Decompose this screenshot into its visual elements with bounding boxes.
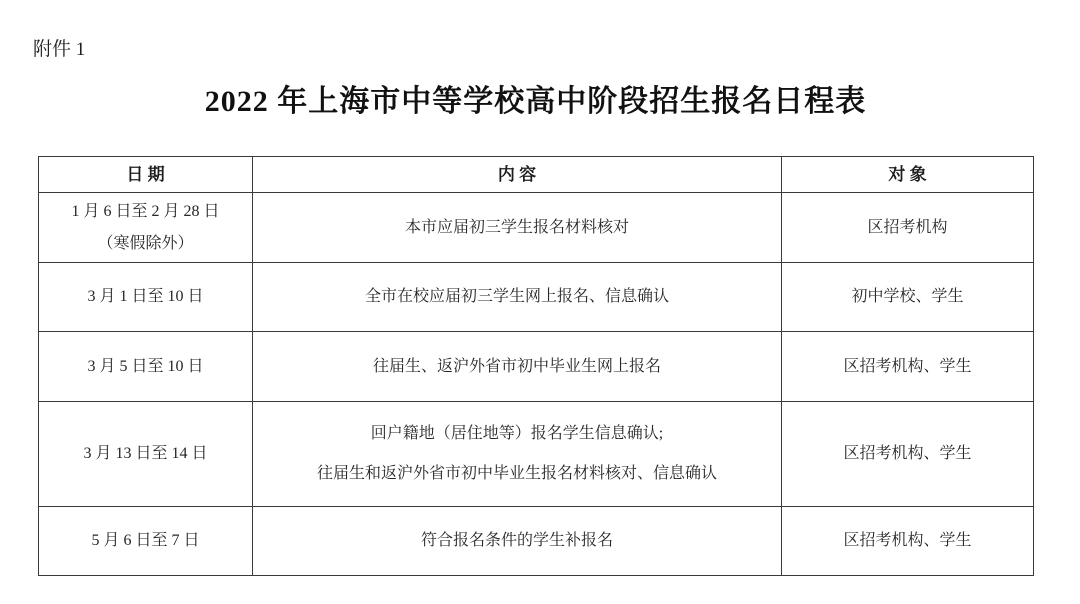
table-row: [39, 263, 1034, 332]
content-line: 全市在校应届初三学生网上报名、信息确认: [364, 288, 669, 305]
cell-date: [39, 507, 253, 576]
date-line: 1 月 6 日至 2 月 28 日: [71, 202, 220, 220]
column-header-target: 对 象: [782, 157, 1034, 193]
column-header-content: 内 容: [253, 157, 782, 193]
content-line: 往届生和返沪外省市初中毕业生报名材料核对、信息确认: [316, 465, 717, 482]
table-row: [39, 332, 1034, 402]
table-row: [39, 507, 1034, 576]
cell-date: [39, 193, 253, 263]
cell-date: [39, 402, 253, 507]
cell-target: 区招考机构、学生: [782, 402, 1034, 507]
attachment-label: 附件 1: [33, 39, 86, 60]
cell-target: 初中学校、学生: [782, 263, 1034, 332]
table-header-row: [39, 157, 1034, 193]
content-line: 往届生、返沪外省市初中毕业生网上报名: [372, 357, 661, 375]
date-line: 5 月 6 日至 7 日: [91, 532, 200, 549]
page-title: 2022 年上海市中等学校高中阶段招生报名日程表: [204, 85, 867, 118]
schedule-table: [38, 156, 1034, 576]
cell-content: [253, 402, 782, 507]
date-line: （寒假除外）: [97, 234, 194, 252]
cell-content: [253, 193, 782, 263]
cell-content: [253, 332, 782, 402]
table-row: [39, 402, 1034, 507]
table-row: [39, 193, 1034, 263]
date-line: 3 月 1 日至 10 日: [87, 288, 204, 305]
content-line: 回户籍地（居住地等）报名学生信息确认;: [370, 425, 664, 442]
cell-content: [253, 507, 782, 576]
cell-date: [39, 332, 253, 402]
cell-content: [253, 263, 782, 332]
content-line: 本市应届初三学生报名材料核对: [404, 218, 629, 236]
cell-target: 区招考机构、学生: [782, 507, 1034, 576]
content-line: 符合报名条件的学生补报名: [420, 532, 613, 549]
column-header-date: 日 期: [39, 157, 253, 193]
cell-date: [39, 263, 253, 332]
cell-target: 区招考机构: [782, 193, 1034, 263]
date-line: 3 月 13 日至 14 日: [83, 445, 208, 462]
cell-target: 区招考机构、学生: [782, 332, 1034, 402]
date-line: 3 月 5 日至 10 日: [87, 357, 204, 375]
